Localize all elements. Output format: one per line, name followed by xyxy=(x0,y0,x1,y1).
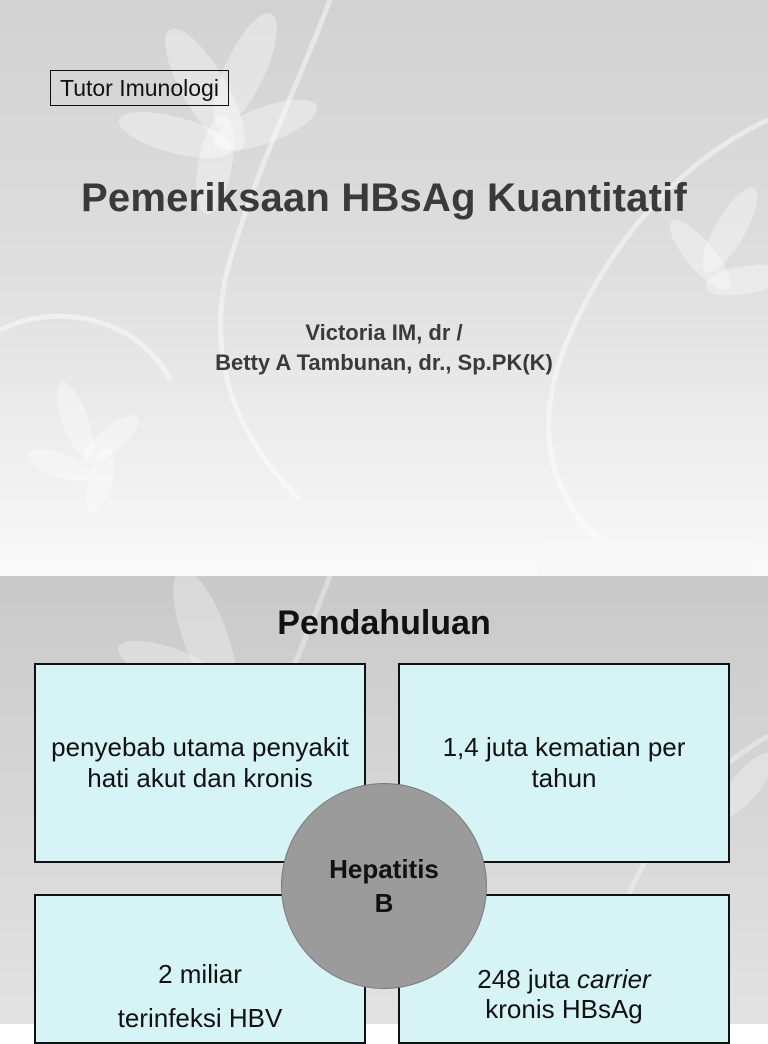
section-title: Pendahuluan xyxy=(277,604,491,642)
fact-text-line-1: 2 miliar xyxy=(158,959,242,989)
fact-text: penyebab utama penyakit hati akut dan kronis xyxy=(51,732,349,793)
center-circle xyxy=(281,783,487,989)
authors xyxy=(0,318,768,378)
author-line-2: Betty A Tambunan, dr., Sp.PK(K) xyxy=(215,350,553,375)
center-label: Hepatitis B xyxy=(329,854,439,918)
course-tag: Tutor Imunologi xyxy=(50,70,229,106)
fact-emphasis: carrier xyxy=(577,964,651,994)
fact-number: 248 juta xyxy=(477,964,570,994)
author-line-1: Victoria IM, dr / xyxy=(305,320,463,345)
fact-text-line-2: terinfeksi HBV xyxy=(117,1003,283,1033)
fact-text: 1,4 juta kematian per tahun xyxy=(442,732,686,793)
page-title: Pemeriksaan HBsAg Kuantitatif xyxy=(81,176,687,220)
fact-text-line-2: kronis HBsAg xyxy=(485,994,643,1024)
fact-text-line-1 xyxy=(400,964,728,994)
white-patch xyxy=(537,542,753,576)
